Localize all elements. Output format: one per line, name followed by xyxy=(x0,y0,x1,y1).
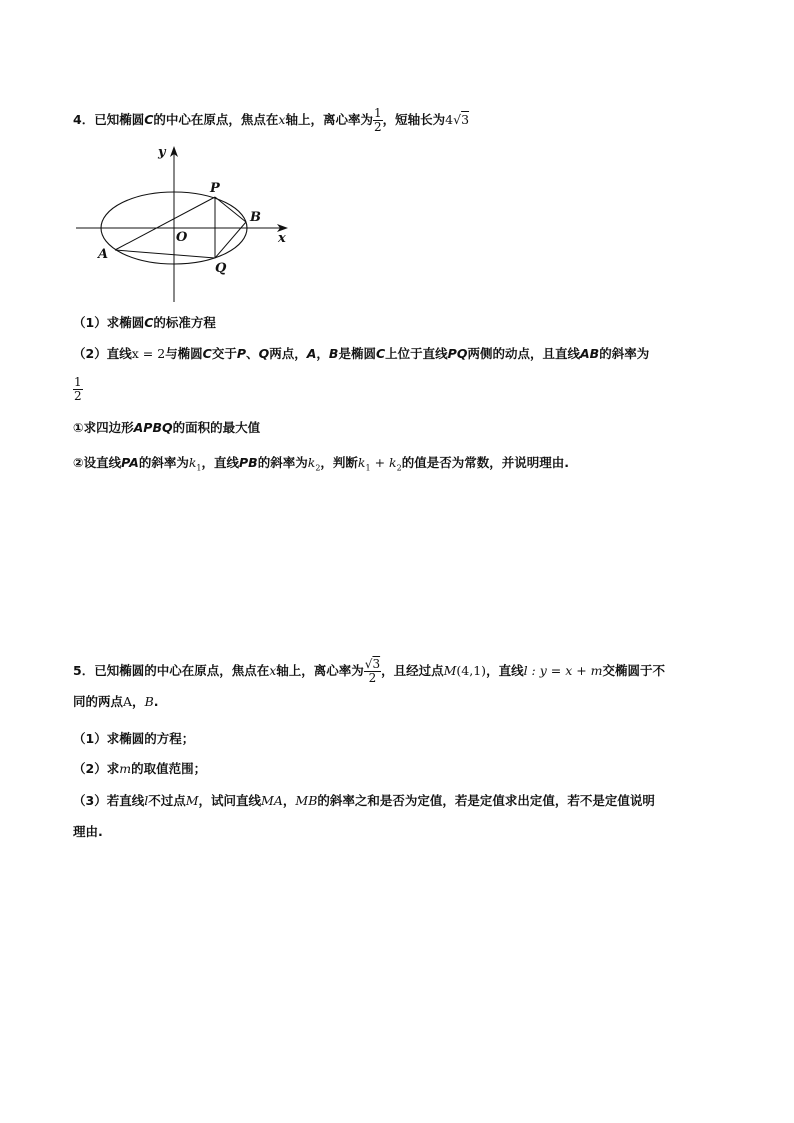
q5-part3-line1: （3）若直线l不过点M，试问直线MA，MB的斜率之和是否为定值，若是定值求出定值，若不是定值说明 xyxy=(73,793,655,808)
q5-part3-line2: 理由. xyxy=(73,824,103,839)
label-q: Q xyxy=(215,261,227,276)
segment-bq xyxy=(215,222,246,258)
minor-axis-value: 4√3 xyxy=(445,112,470,127)
q5-eccentricity-fraction: $\frac{√3}{2}$ xyxy=(364,657,381,685)
label-y: y xyxy=(158,145,166,160)
ellipse-diagram xyxy=(74,143,296,305)
q4-sub2: ②设直线PA的斜率为$k_1$，直线PB的斜率为$k_2$，判断$k_1 + k_2$的值是否为常数，并说明理由. xyxy=(73,455,569,473)
slope-fraction: $\frac{1}{2}$ xyxy=(74,375,82,403)
q4-sub1: ①求四边形APBQ的面积的最大值 xyxy=(73,420,261,435)
q5-number: 5． xyxy=(73,663,95,678)
q5-part2: （2）求m的取值范围； xyxy=(73,761,207,776)
q4-slope-value xyxy=(73,376,83,403)
label-a: A xyxy=(98,247,109,262)
q4-part2: （2）直线x = 2与椭圆C交于P、Q两点，A，B是椭圆C上位于直线PQ两侧的动点，且直线AB的斜率为 xyxy=(73,346,650,361)
q5-stem-line1: 5．已知椭圆的中心在原点，焦点在x轴上，离心率为 $\frac{√3}{2}$ ，且经过点M(4,1)，直线l : y = x + m交椭圆于不 xyxy=(73,657,666,685)
q5-stem-line2: 同的两点A，B. xyxy=(73,694,159,709)
label-b: B xyxy=(250,210,261,225)
label-x: x xyxy=(278,231,286,246)
segment-pb xyxy=(215,197,246,222)
q4-number: 4． xyxy=(73,112,95,127)
label-o: O xyxy=(176,230,188,245)
segment-pa xyxy=(115,197,215,250)
q5-part1: （1）求椭圆的方程； xyxy=(73,731,195,746)
eccentricity-fraction: $\frac{1}{2}$ xyxy=(374,106,382,134)
q4-part1: （1）求椭圆C的标准方程 xyxy=(73,315,216,330)
q4-stem: 4．已知椭圆C的中心在原点，焦点在x轴上，离心率为 $\frac{1}{2}$ ，短轴长为4√3 xyxy=(73,106,470,134)
label-p: P xyxy=(210,181,220,196)
